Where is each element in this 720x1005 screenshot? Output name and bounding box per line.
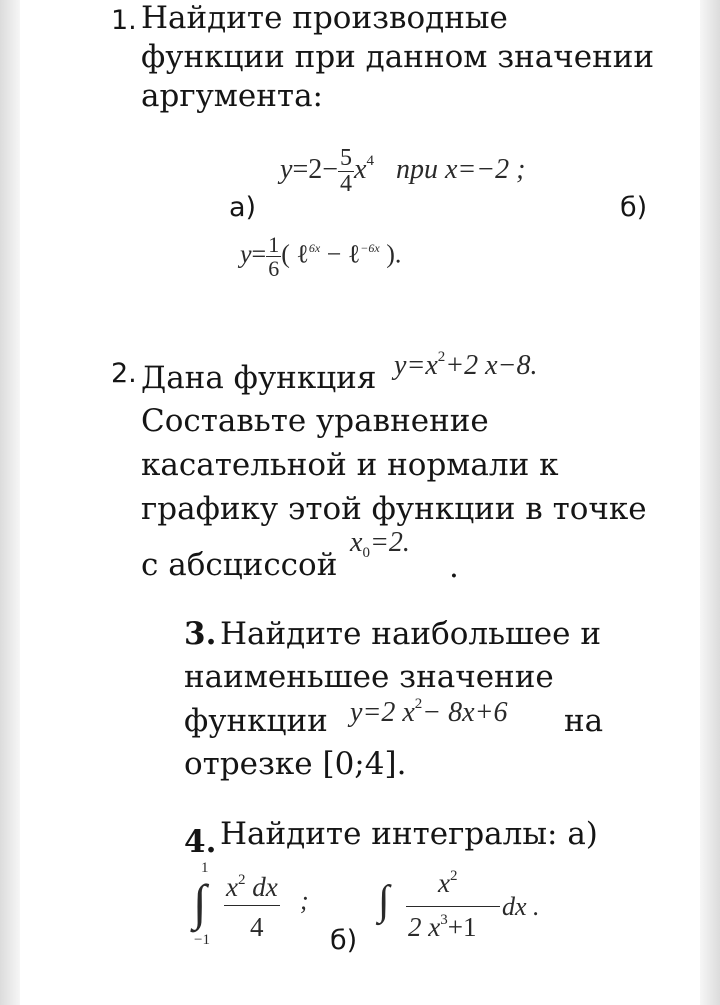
task1-formula-b: y= $\frac{1}{6}$ ( ℓ$^{6x}$ − ℓ$^{-6x}$ ). xyxy=(240,232,402,282)
task4-integral-b: ∫ $x^2$ 2 $x^3+1$ dx . xyxy=(378,868,540,942)
task2-line4: графику этой функции в точке xyxy=(141,491,647,527)
task2-line5: с абсциссой xyxy=(141,547,338,583)
task2-number: 2. xyxy=(111,358,137,389)
task1-line1: Найдите производные xyxy=(141,0,508,36)
task1-label-a: а) xyxy=(229,192,257,223)
task1-line2: функции при данном значении xyxy=(141,39,655,75)
task4-number: 4. xyxy=(184,824,217,860)
task2-point: $x_0=2$. xyxy=(350,527,410,561)
task3-line1: Найдите наибольшее и xyxy=(220,616,602,652)
task1-label-b: б) xyxy=(620,192,648,223)
task4-label-b: б) xyxy=(330,925,358,956)
task1-formula-a: y=2− $\frac{5}{4}$ $x^4$ при x=−2 ; xyxy=(280,145,526,198)
task2-line2: Составьте уравнение xyxy=(141,403,489,439)
page-edge-right xyxy=(700,0,720,1005)
task3-number: 3. xyxy=(184,616,217,652)
task2-dot: . xyxy=(449,549,459,585)
task2-line1: Дана функция xyxy=(141,360,377,396)
task3-line2: наименьшее значение xyxy=(184,659,554,695)
task2-line3: касательной и нормали к xyxy=(141,447,559,483)
task1-line3: аргумента: xyxy=(141,78,324,114)
task3-line3a: функции xyxy=(184,703,328,739)
task1-number: 1. xyxy=(111,5,137,36)
task3-line3b: на xyxy=(564,703,604,739)
task2-formula: $y=x^2+2$ x−8. xyxy=(394,349,538,381)
task3-line4: отрезке [0;4]. xyxy=(184,746,407,782)
task3-formula: y=2 $x^2- 8x+6$ xyxy=(350,696,508,728)
task4-title: Найдите интегралы: а) xyxy=(220,816,598,852)
task4-integral-a: 1 ∫ −1 $x^2$ dx 4 ; xyxy=(193,860,309,948)
page-edge-left xyxy=(0,0,20,1005)
